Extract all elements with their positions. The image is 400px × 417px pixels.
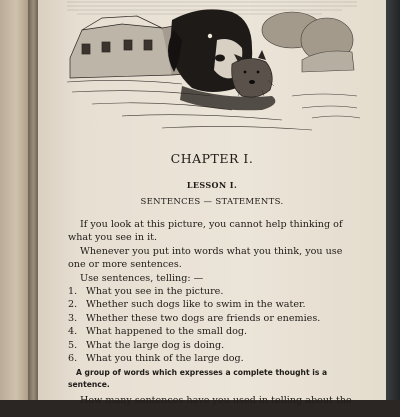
paragraph-3: Use sentences, telling: —: [80, 272, 204, 284]
list-item: [68, 352, 352, 365]
list-number: 5.: [68, 339, 78, 351]
list-number: 6.: [68, 353, 78, 365]
lesson-body: [68, 218, 352, 417]
lesson-heading: LESSON I.: [186, 180, 238, 190]
list-text: What happened to the small dog.: [86, 326, 248, 338]
exercise-list: [68, 285, 352, 365]
paragraph-2-line-1: Whenever you put into words what you think, you use: [80, 245, 343, 257]
paragraph-2-line-2: one or more sentences.: [68, 259, 182, 271]
list-item: [68, 298, 352, 311]
chapter-heading: CHAPTER I.: [170, 151, 254, 166]
left-page-edge: [0, 0, 30, 400]
definition-line-1: A group of words which expresses a complete thought is a: [76, 368, 328, 378]
list-item: [68, 285, 352, 298]
list-text: What the large dog is doing.: [86, 339, 225, 351]
list-text: What you think of the large dog.: [86, 353, 244, 365]
list-number: 4.: [68, 326, 78, 338]
lesson-subtitle: SENTENCES — STATEMENTS.: [140, 197, 284, 207]
closing-line: How many sentences have you used in telling about the: [80, 395, 352, 407]
list-number: 2.: [68, 299, 78, 311]
list-text: What you see in the picture.: [86, 286, 224, 298]
list-number: 3.: [68, 312, 78, 324]
paragraph-1-line-1: If you look at this picture, you cannot help thinking of: [80, 219, 343, 230]
list-number: 1.: [68, 286, 78, 298]
list-item: [68, 312, 352, 325]
definition-line-2: sentence.: [68, 379, 110, 389]
dog-engraving-illustration: [62, 0, 362, 140]
book-cover-edge: [386, 0, 400, 400]
list-text: Whether such dogs like to swim in the water.: [86, 299, 306, 311]
paragraph-1-line-2: what you see in it.: [68, 232, 158, 244]
sentence-definition: [68, 367, 352, 390]
list-item: [68, 325, 352, 338]
list-item: [68, 339, 352, 352]
list-text: Whether these two dogs are friends or enemies.: [86, 312, 321, 324]
